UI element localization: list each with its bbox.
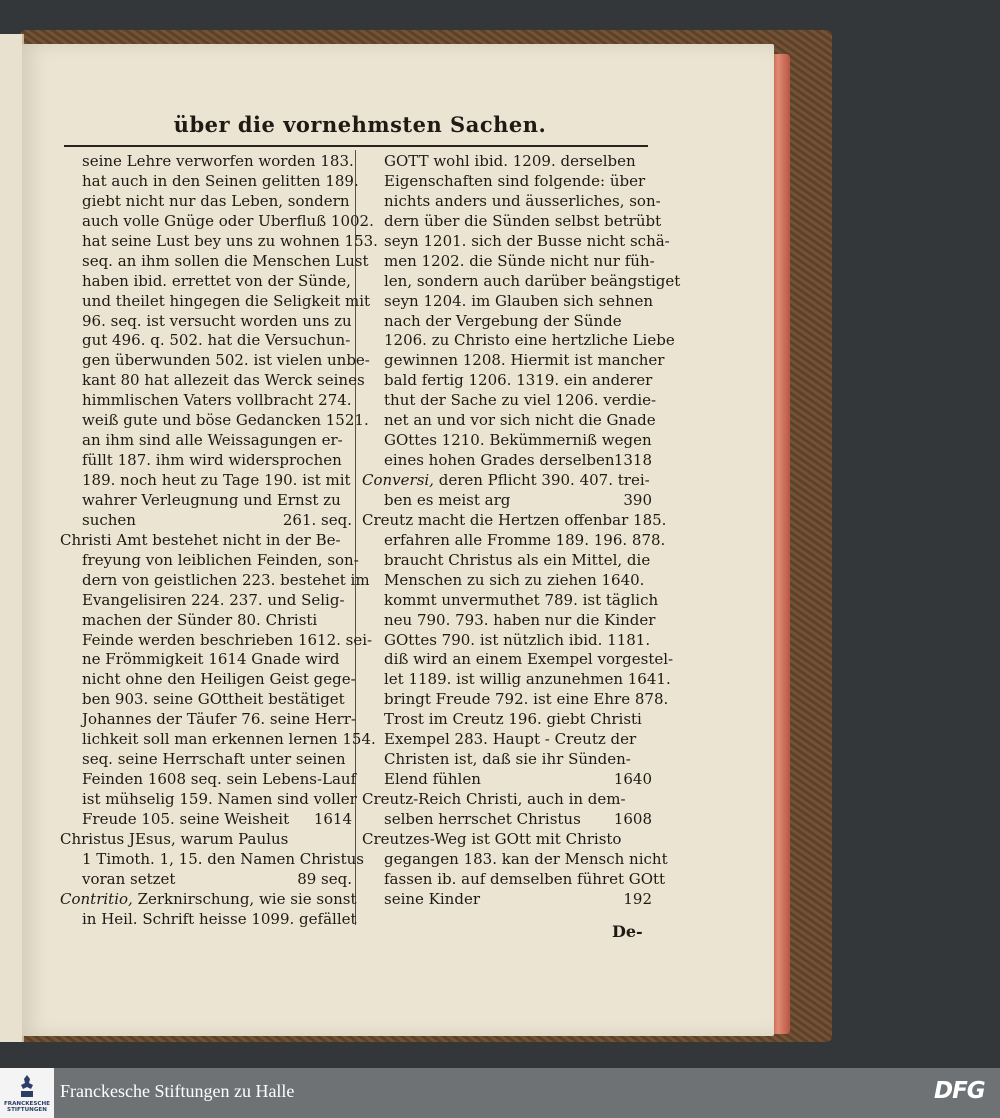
index-line <box>362 491 652 511</box>
line-text: gewinnen 1208. Hiermit ist mancher <box>384 351 665 370</box>
index-line <box>362 231 670 252</box>
page-reference: 192 <box>623 889 652 908</box>
line-text: 1 Timoth. 1, 15. den Namen Christus <box>82 849 364 868</box>
line-text: Menschen zu sich zu ziehen 1640. <box>384 570 645 589</box>
line-text: seine Kinder <box>384 889 480 908</box>
index-line <box>60 750 352 770</box>
line-text: dern von geistlichen 223. bestehet im <box>82 570 370 589</box>
index-line <box>60 251 369 272</box>
line-text: voran setzet <box>82 869 176 888</box>
line-text: und theilet hingegen die Seligkeit mit <box>82 291 371 310</box>
line-text: ist mühselig 159. Namen sind voller <box>82 790 357 808</box>
line-text: Creutz macht die Hertzen offenbar 185. <box>362 510 667 529</box>
line-text: hat seine Lust bey uns zu wohnen 153. <box>82 231 378 250</box>
line-text: GOttes 790. ist nützlich ibid. 1181. <box>384 630 651 649</box>
index-line <box>60 670 356 690</box>
line-text: an ihm sind alle Weissagungen er- <box>82 431 343 450</box>
line-text: net an und vor sich nicht die Gnade <box>384 411 656 430</box>
line-text: wahrer Verleugnung und Ernst zu <box>82 490 341 509</box>
index-line <box>362 869 666 890</box>
line-text: seyn 1201. sich der Busse nicht schä- <box>384 231 670 250</box>
line-text: erfahren alle Fromme 189. 196. 878. <box>384 530 666 549</box>
index-line <box>60 411 369 431</box>
index-line <box>362 750 652 770</box>
index-line <box>60 291 371 312</box>
index-line <box>362 172 652 192</box>
index-entry-heading <box>60 531 352 551</box>
line-text: auch volle Gnüge oder Uberfluß 1002. <box>82 211 374 230</box>
line-text: neu 790. 793. haben nur die Kinder <box>384 610 656 629</box>
index-line <box>60 231 378 252</box>
index-line <box>362 292 652 312</box>
line-text: Creutz-Reich Christi, auch in dem- <box>362 790 626 808</box>
index-entry-heading <box>60 830 352 850</box>
line-text: ben 903. seine GOttheit bestätiget <box>82 690 345 709</box>
line-text: hat auch in den Seinen gelitten 189. <box>82 171 359 190</box>
line-text: freyung von leiblichen Feinden, son- <box>82 550 359 569</box>
logo-text: FRANCKESCHE STIFTUNGEN <box>3 1101 51 1113</box>
index-line <box>362 251 655 272</box>
index-line <box>362 810 652 830</box>
index-line <box>362 152 652 172</box>
line-text: Christus JEsus, warum Paulus <box>60 829 289 848</box>
line-text: men 1202. die Sünde nicht nur füh- <box>384 251 655 270</box>
index-line <box>362 730 652 750</box>
page-reference: 89 seq. <box>297 869 352 888</box>
index-line <box>362 610 656 631</box>
index-line <box>60 312 352 332</box>
line-text: ben es meist arg <box>384 490 511 509</box>
index-line <box>60 849 364 870</box>
line-text: GOTT wohl ibid. 1209. derselben <box>384 152 636 170</box>
line-text: 96. seq. ist versucht worden uns zu <box>82 311 352 330</box>
line-text: nach der Vergebung der Sünde <box>384 311 622 330</box>
index-line <box>60 192 352 212</box>
line-text: 189. noch heut zu Tage 190. ist mit <box>82 471 351 489</box>
line-text: bringt Freude 792. ist eine Ehre 878. <box>384 690 669 709</box>
page-reference: 1614 <box>313 809 352 828</box>
index-line <box>362 551 652 571</box>
line-text: Evangelisiren 224. 237. und Selig- <box>82 590 345 609</box>
index-line <box>362 451 652 471</box>
index-line <box>362 690 669 710</box>
index-line <box>362 590 659 611</box>
index-line <box>362 849 668 870</box>
index-line <box>60 171 359 192</box>
index-line <box>362 710 652 730</box>
index-line <box>362 770 652 790</box>
right-column <box>362 152 681 910</box>
index-line <box>60 152 352 172</box>
line-text: haben ibid. errettet von der Sünde, <box>82 271 351 290</box>
index-entry-heading <box>362 510 667 531</box>
pelican-icon <box>15 1073 39 1099</box>
index-line <box>60 431 352 451</box>
line-text: Eigenschaften sind folgende: über <box>384 171 646 190</box>
line-text: eines hohen Grades derselben <box>384 451 615 470</box>
line-text: weiß gute und böse Gedancken 1521. <box>82 411 369 430</box>
index-entry-heading <box>60 889 357 910</box>
line-text: giebt nicht nur das Leben, sondern <box>82 191 350 210</box>
line-text: fassen ib. auf demselben führet GOtt <box>384 869 666 888</box>
line-text: Johannes der Täufer 76. seine Herr- <box>82 710 356 729</box>
index-line <box>60 451 352 471</box>
index-line <box>362 571 652 591</box>
index-line <box>60 790 357 810</box>
line-text: ne Frömmigkeit 1614 Gnade wird <box>82 650 340 669</box>
catchword: De- <box>612 922 643 941</box>
line-text: Contritio, Zerknirschung, wie sie sonst <box>60 889 357 908</box>
index-line <box>60 211 374 232</box>
index-line <box>60 371 365 391</box>
head-rule <box>64 145 648 147</box>
line-text: suchen <box>82 510 136 529</box>
line-text: Conversi, deren Pflicht 390. 407. trei- <box>362 471 650 489</box>
index-line <box>362 650 674 670</box>
index-line <box>60 650 352 670</box>
index-line <box>362 351 665 371</box>
institution-logo[interactable] <box>0 1068 54 1118</box>
line-text: selben herrschet Christus <box>384 809 581 828</box>
line-text: gut 496. q. 502. hat die Versuchun- <box>82 331 351 350</box>
index-line <box>362 391 657 411</box>
index-line <box>362 271 681 292</box>
line-text: seyn 1204. im Glauben sich sehnen <box>384 291 654 310</box>
line-text: dern über die Sünden selbst betrübt <box>384 211 662 230</box>
dfg-logo[interactable]: DFG <box>934 1078 985 1104</box>
page-reference: 261. seq. <box>282 510 352 529</box>
page-reference: 1608 <box>613 809 652 828</box>
line-text: machen der Sünder 80. Christi <box>82 610 318 629</box>
index-line <box>60 690 352 710</box>
line-text: gen überwunden 502. ist vielen unbe- <box>82 351 370 370</box>
previous-page-edge <box>0 34 24 1042</box>
line-text: Creutzes-Weg ist GOtt mit Christo <box>362 829 622 848</box>
line-text: kant 80 hat allezeit das Werck seines <box>82 371 365 390</box>
index-line <box>60 351 370 371</box>
index-line <box>362 631 652 651</box>
index-line <box>362 530 666 551</box>
index-entry-heading <box>362 790 652 810</box>
line-text: Elend fühlen <box>384 770 481 789</box>
line-text: Christi Amt bestehet nicht in der Be- <box>60 530 341 549</box>
line-text: seq. seine Herrschaft unter seinen <box>82 750 346 769</box>
index-line <box>60 272 352 292</box>
line-text: Freude 105. seine Weisheit <box>82 809 290 828</box>
index-line <box>60 550 359 571</box>
line-text: len, sondern auch darüber beängstiget <box>384 271 681 290</box>
line-text: bald fertig 1206. 1319. ein anderer <box>384 371 653 390</box>
index-line <box>362 670 671 690</box>
index-line <box>362 371 652 391</box>
line-text: Exempel 283. Haupt - Creutz der <box>384 730 637 749</box>
line-text: lichkeit soll man erkennen lernen 154. <box>82 730 376 749</box>
line-text: gegangen 183. kan der Mensch nicht <box>384 849 668 868</box>
line-text: himmlischen Vaters vollbracht 274. <box>82 391 352 410</box>
index-line <box>362 890 652 910</box>
index-line <box>362 411 656 431</box>
line-text: Christen ist, daß sie ihr Sünden- <box>384 750 631 769</box>
line-text: nicht ohne den Heiligen Geist gege- <box>82 670 356 689</box>
line-text: kommt unvermuthet 789. ist täglich <box>384 590 659 609</box>
line-text: GOttes 1210. Bekümmerniß wegen <box>384 431 652 450</box>
index-line <box>362 312 652 332</box>
index-line <box>60 570 370 591</box>
line-text: Trost im Creutz 196. giebt Christi <box>384 710 642 729</box>
index-line <box>60 810 352 830</box>
line-text: 1206. zu Christo eine hertzliche Liebe <box>384 331 675 350</box>
index-line <box>60 770 357 790</box>
line-text: thut der Sache zu viel 1206. verdie- <box>384 391 657 410</box>
institution-name[interactable]: Franckesche Stiftungen zu Halle <box>60 1081 295 1101</box>
index-line <box>60 909 357 930</box>
index-line <box>60 730 376 750</box>
line-text: seine Lehre verworfen worden 183. <box>82 152 354 170</box>
index-line <box>60 611 352 631</box>
index-line <box>362 431 652 451</box>
index-line <box>362 331 675 351</box>
page-reference: 1318 <box>613 451 652 470</box>
page-reference: 1640 <box>613 770 652 789</box>
line-text: Feinde werden beschrieben 1612. sei- <box>82 630 373 649</box>
left-column <box>60 152 378 930</box>
page-reference: 390 <box>623 490 652 509</box>
index-line <box>60 591 352 611</box>
index-entry-heading <box>362 830 652 850</box>
running-head: über die vornehmsten Sachen. <box>173 112 547 137</box>
line-text: seq. an ihm sollen die Menschen Lust <box>82 251 369 270</box>
index-line <box>60 331 352 351</box>
index-entry-heading <box>362 471 652 491</box>
line-text: füllt 187. ihm wird widersprochen <box>82 451 342 470</box>
line-text: let 1189. ist willig anzunehmen 1641. <box>384 670 671 689</box>
index-line <box>362 211 662 232</box>
index-line <box>60 870 352 890</box>
index-line <box>60 511 352 531</box>
line-text: nichts anders und äusserliches, son- <box>384 191 661 210</box>
index-line <box>60 491 352 511</box>
index-line <box>60 471 352 491</box>
index-line <box>60 710 356 730</box>
line-text: Feinden 1608 seq. sein Lebens-Lauf <box>82 770 357 789</box>
index-line <box>362 191 661 212</box>
line-text: braucht Christus als ein Mittel, die <box>384 550 651 569</box>
line-text: in Heil. Schrift heisse 1099. gefället <box>82 909 357 928</box>
index-line <box>60 630 373 651</box>
index-line <box>60 391 352 411</box>
line-text: diß wird an einem Exempel vorgestel- <box>384 650 674 669</box>
